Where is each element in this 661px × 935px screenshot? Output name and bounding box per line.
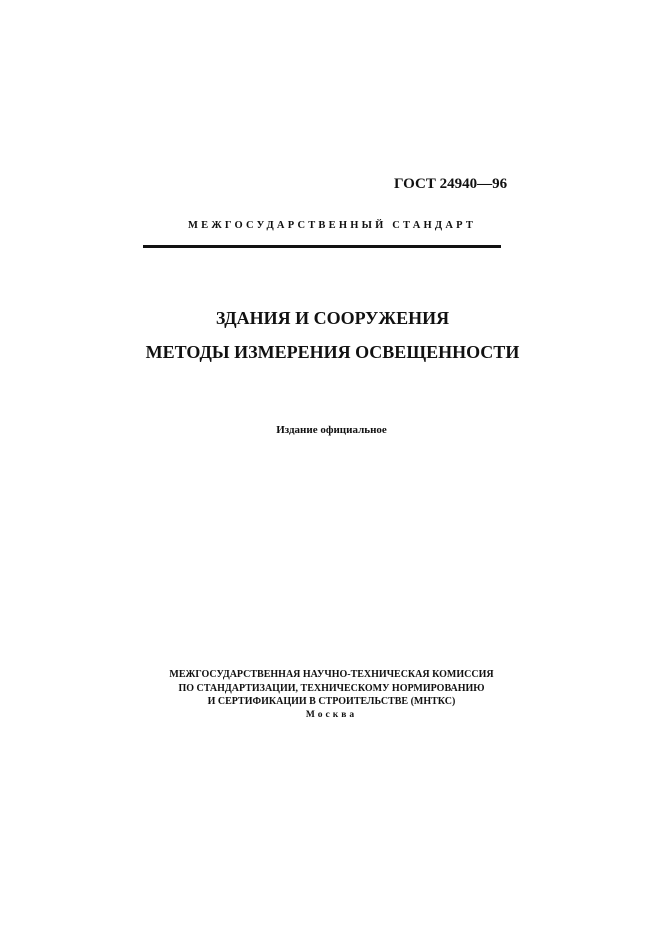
edition-label: Издание официальное	[276, 424, 387, 436]
publisher-city: Москва	[305, 709, 358, 720]
publisher-line-2: ПО СТАНДАРТИЗАЦИИ, ТЕХНИЧЕСКОМУ НОРМИРОВАНИЮ	[178, 682, 485, 694]
horizontal-rule	[143, 245, 501, 248]
standard-designation: ГОСТ 24940—96	[394, 176, 508, 192]
document-title-line-1: ЗДАНИЯ И СООРУЖЕНИЯ	[215, 308, 450, 328]
publisher-line-3: И СЕРТИФИКАЦИИ В СТРОИТЕЛЬСТВЕ (МНТКС)	[207, 696, 456, 707]
standard-type-label: МЕЖГОСУДАРСТВЕННЫЙ СТАНДАРТ	[188, 220, 477, 231]
publisher-line-1: МЕЖГОСУДАРСТВЕННАЯ НАУЧНО-ТЕХНИЧЕСКАЯ КОМИССИЯ	[169, 669, 494, 680]
document-title-line-2: МЕТОДЫ ИЗМЕРЕНИЯ ОСВЕЩЕННОСТИ	[145, 342, 520, 362]
publisher-block	[0, 668, 661, 722]
